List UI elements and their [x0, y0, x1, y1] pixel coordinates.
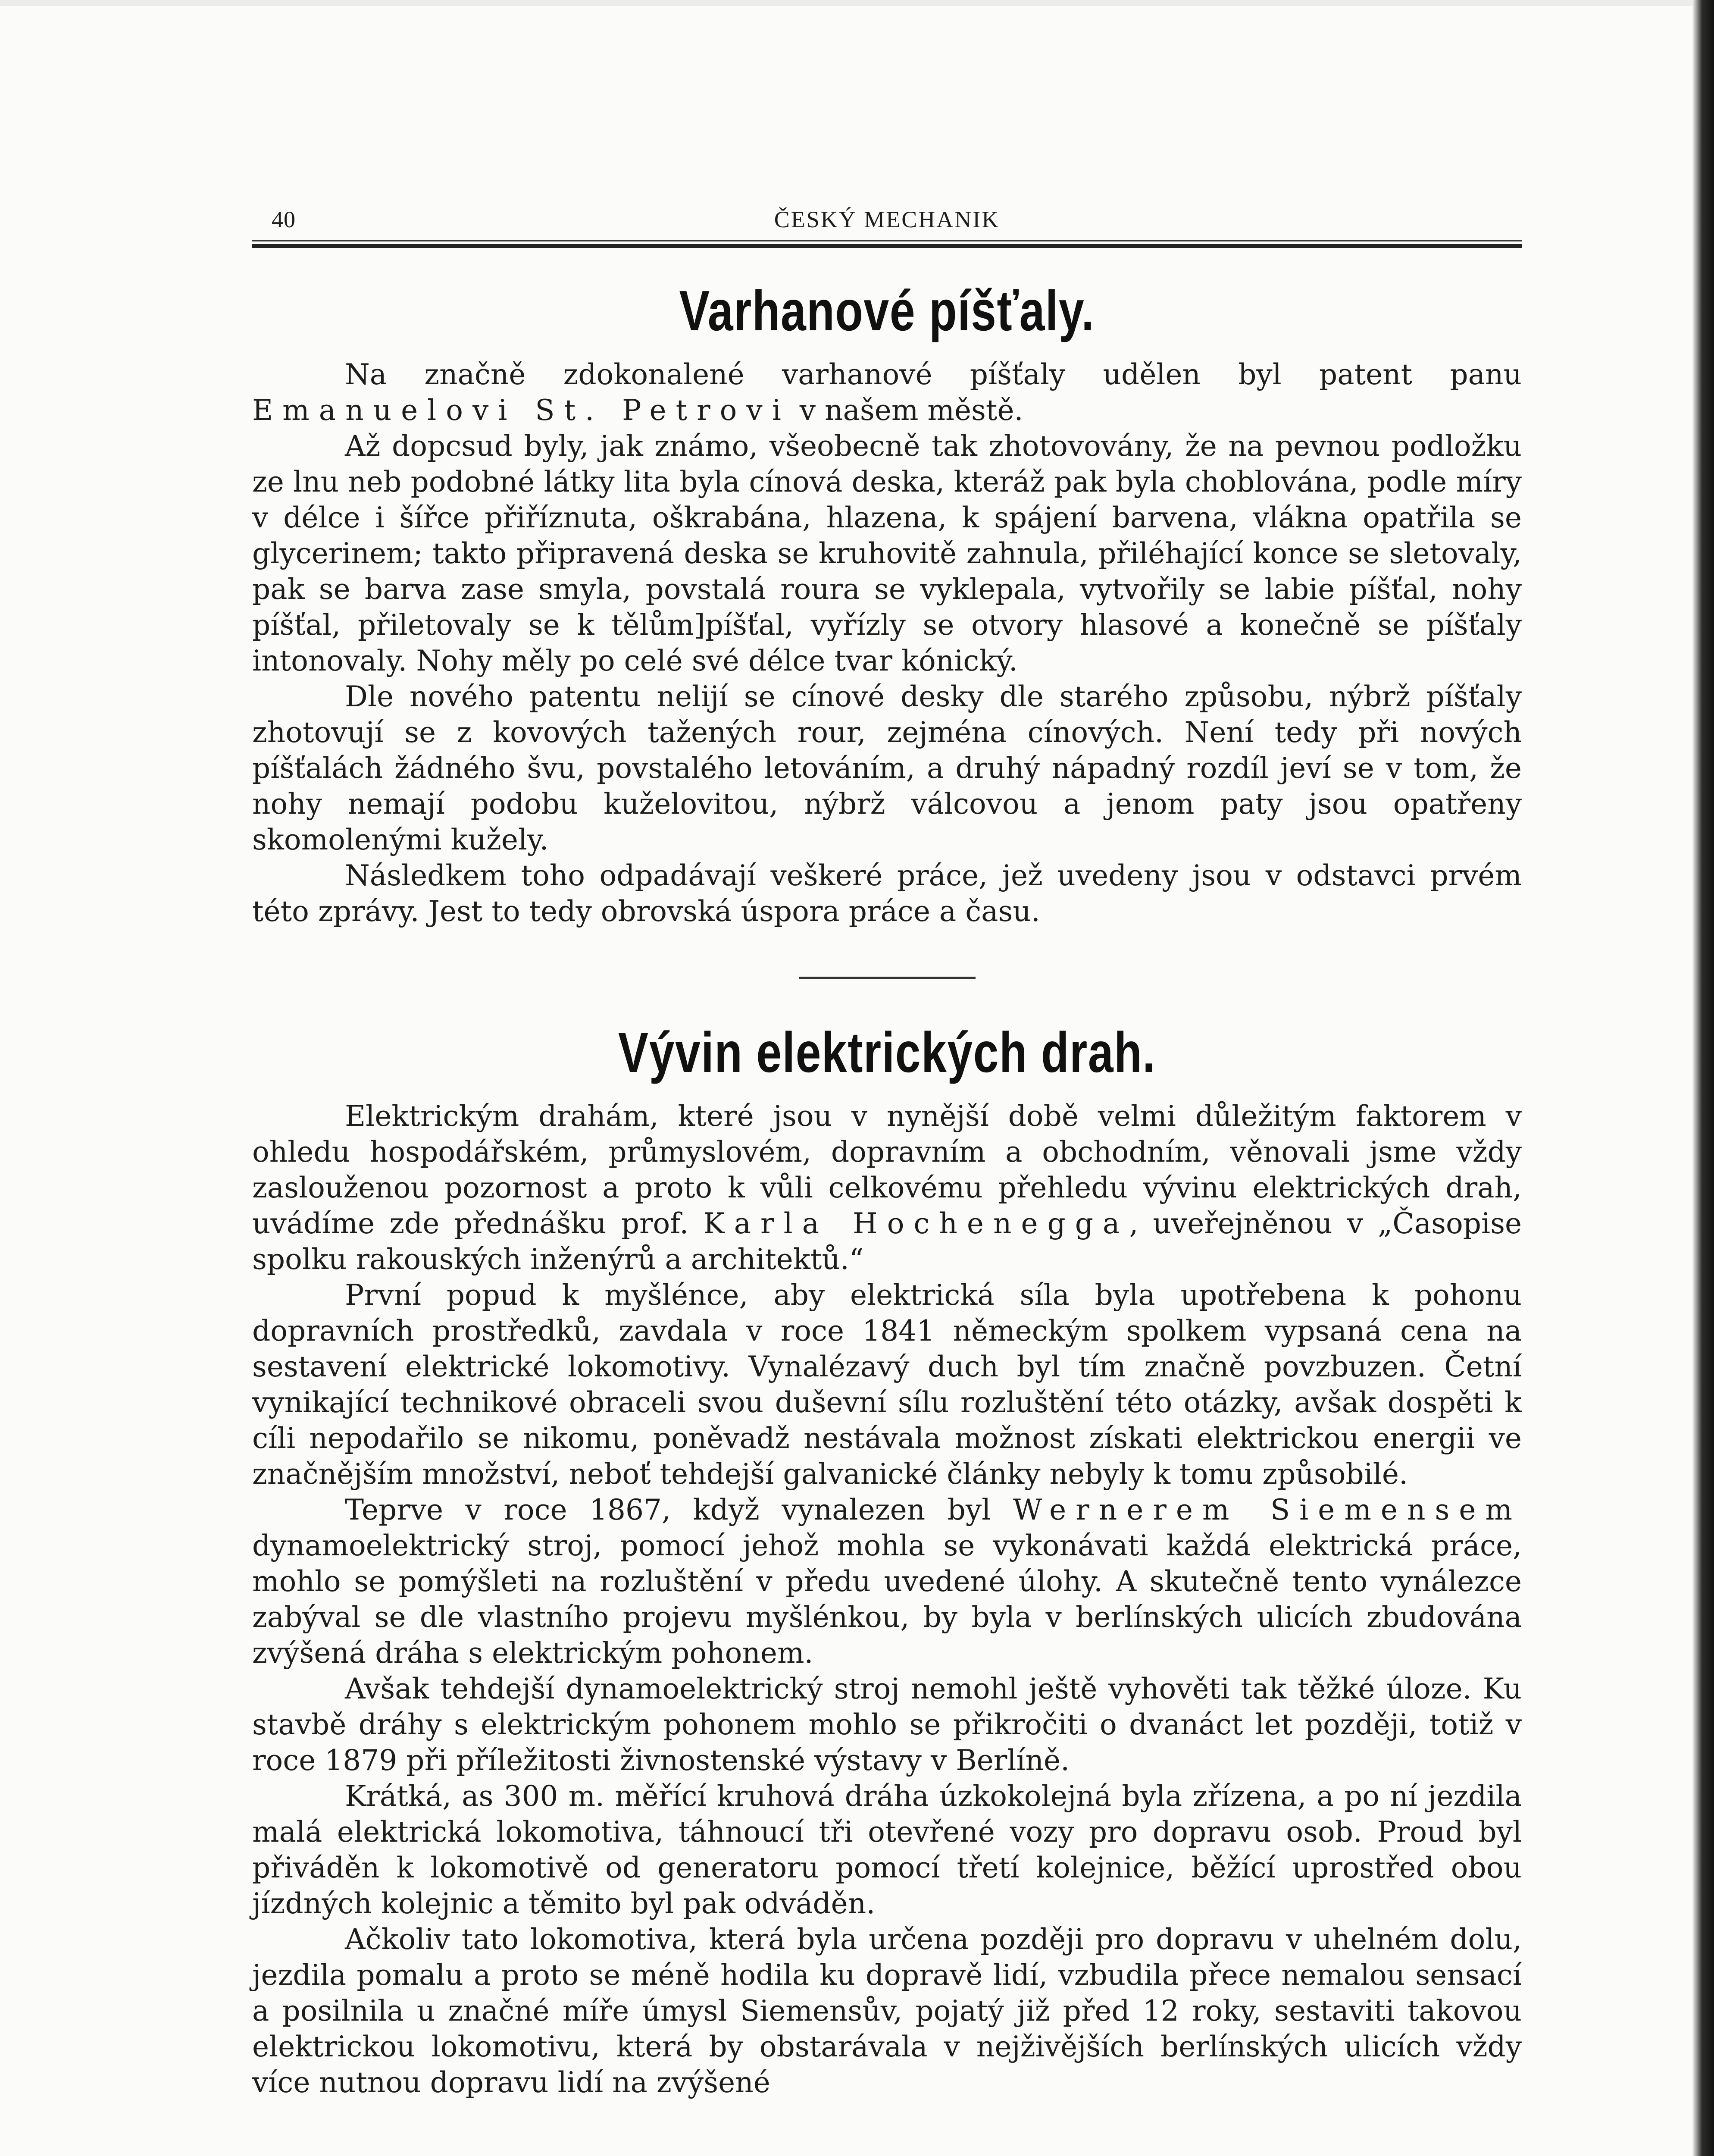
- header-rule-thick: [252, 244, 1522, 248]
- article-organ-pipes: [252, 278, 1522, 929]
- article-electric-railways: [252, 1020, 1522, 2100]
- scan-border-top: [0, 0, 1714, 6]
- article-title: Varhanové píšťaly.: [679, 279, 1095, 342]
- page-number: 40: [272, 207, 296, 232]
- paragraph: Ačkoliv tato lokomotiva, která byla určena později pro dopravu v uhelném dolu, jezdila pomalu a proto se méně hodila ku dopravě lidí, vzbudila přece nemalou sensací a posilnila u značné míře úmysl Siemensův, pojatý již před 12 roky, sestaviti takovou elektrickou lokomotivu, která by obstarávala v nejživějších berlínských ulicích vždy více nutnou dopravu lidí na zvýšené: [252, 1922, 1522, 2099]
- paragraph-text: , uveřejněnou v „Časopise spolku rakouských inženýrů a architektů.“: [252, 1206, 1522, 1276]
- person-name: Karla Hochenegga: [703, 1206, 1129, 1240]
- page: [252, 203, 1522, 2100]
- person-name: Emanuelovi St. Petrovi: [252, 393, 791, 427]
- paragraph: [252, 1492, 1522, 1671]
- paragraph-text: dynamoelektrický stroj, pomocí jehož mohla se vykonávati každá elektrická práce, mohlo se pomýšleti na rozluštění v předu uvedené úlohy. A skutečně tento vynálezce zabýval se dle vlastního projevu myšlénkou, by byla v berlínských ulicích zbudována zvýšená dráha s elektrickým pohonem.: [252, 1529, 1522, 1670]
- paragraph: [252, 357, 1522, 428]
- section-divider: [799, 977, 976, 979]
- paragraph: Krátká, as 300 m. měřící kruhová dráha úzkokolejná byla zřízena, a po ní jezdila malá elektrická lokomotiva, táhnoucí tři otevřené vozy pro dopravu osob. Proud byl přiváděn k lokomotivě od generatoru pomocí třetí kolejnice, běžící uprostřed obou jízdných kolejnic a těmito byl pak odváděn.: [252, 1779, 1522, 1920]
- article-title: Vývin elektrických drah.: [618, 1020, 1156, 1084]
- paragraph-text: Elektrickým drahám, které jsou v nynější době velmi důležitým faktorem v ohledu hospodářském, průmyslovém, dopravním a obchodním, věnovali jsme vždy zaslouženou pozornost a proto k vůli celkovému přehledu vývinu elektrických drah, uvádíme zde přednášku prof.: [252, 1099, 1522, 1240]
- paragraph-text: v našem městě.: [790, 393, 1023, 427]
- paragraph: Avšak tehdejší dynamoelektrický stroj nemohl ještě vyhověti tak těžké úloze. Ku stavbě dráhy s elektrickým pohonem mohlo se přikročiti o dvanáct let později, totiž v roce 1879 při příležitosti živnostenské výstavy v Berlíně.: [252, 1672, 1522, 1777]
- paragraph: Až dopcsud byly, jak známo, všeobecně tak zhotovovány, že na pevnou podložku ze lnu neb podobné látky lita byla cínová deska, kteráž pak byla choblována, podle míry v délce i šířce přiříznuta, oškrabána, hlazena, k spájení barvena, vlákna opatřila se glycerinem; takto připravená deska se kruhovitě zahnula, přiléhající konce se sletovaly, pak se barva zase smyla, povstalá roura se vyklepala, vytvořily se labie píšťal, nohy píšťal, přiletovaly se k tělům]píšťal, vyřízly se otvory hlasové a konečně se píšťaly intonovaly. Nohy měly po celé své délce tvar kónický.: [252, 429, 1522, 677]
- header-rule-thin: [252, 240, 1522, 241]
- journal-title: ČESKÝ MECHANIK: [774, 207, 1000, 232]
- paragraph: Následkem toho odpadávají veškeré práce, jež uvedeny jsou v odstavci prvém této zprávy. Jest to tedy obrovská úspora práce a času.: [252, 859, 1522, 928]
- person-name: Wernerem Siemensem: [1013, 1493, 1522, 1526]
- paragraph: Dle nového patentu nelijí se cínové desky dle starého způsobu, nýbrž píšťaly zhotovují se z kovových tažených rour, zejména cínových. Není tedy při nových píšťalách žádného švu, povstalého letováním, a druhý nápadný rozdíl jeví se v tom, že nohy nemají podobu kuželovitou, nýbrž válcovou a jenom paty jsou opatřeny skomolenými kužely.: [252, 680, 1522, 856]
- paragraph-text: Na značně zdokonalené varhanové píšťaly udělen byl patent panu: [345, 357, 1522, 391]
- paragraph: [252, 1098, 1522, 1277]
- running-head: [252, 203, 1522, 237]
- scan-border-right: [1692, 0, 1714, 2156]
- paragraph-text: Teprve v roce 1867, když vynalezen byl: [345, 1493, 1013, 1526]
- paragraph: První popud k myšlénce, aby elektrická síla byla upotřebena k pohonu dopravních prostředků, zavdala v roce 1841 německým spolkem vypsaná cena na sestavení elektrické lokomotivy. Vynalézavý duch byl tím značně povzbuzen. Četní vynikající technikové obraceli svou duševní sílu rozluštění této otázky, avšak dospěti k cíli nepodařilo se nikomu, poněvadž nestávala možnost získati elektrickou energii ve značnějším množství, neboť tehdejší galvanické články nebyly k tomu způsobilé.: [252, 1278, 1522, 1491]
